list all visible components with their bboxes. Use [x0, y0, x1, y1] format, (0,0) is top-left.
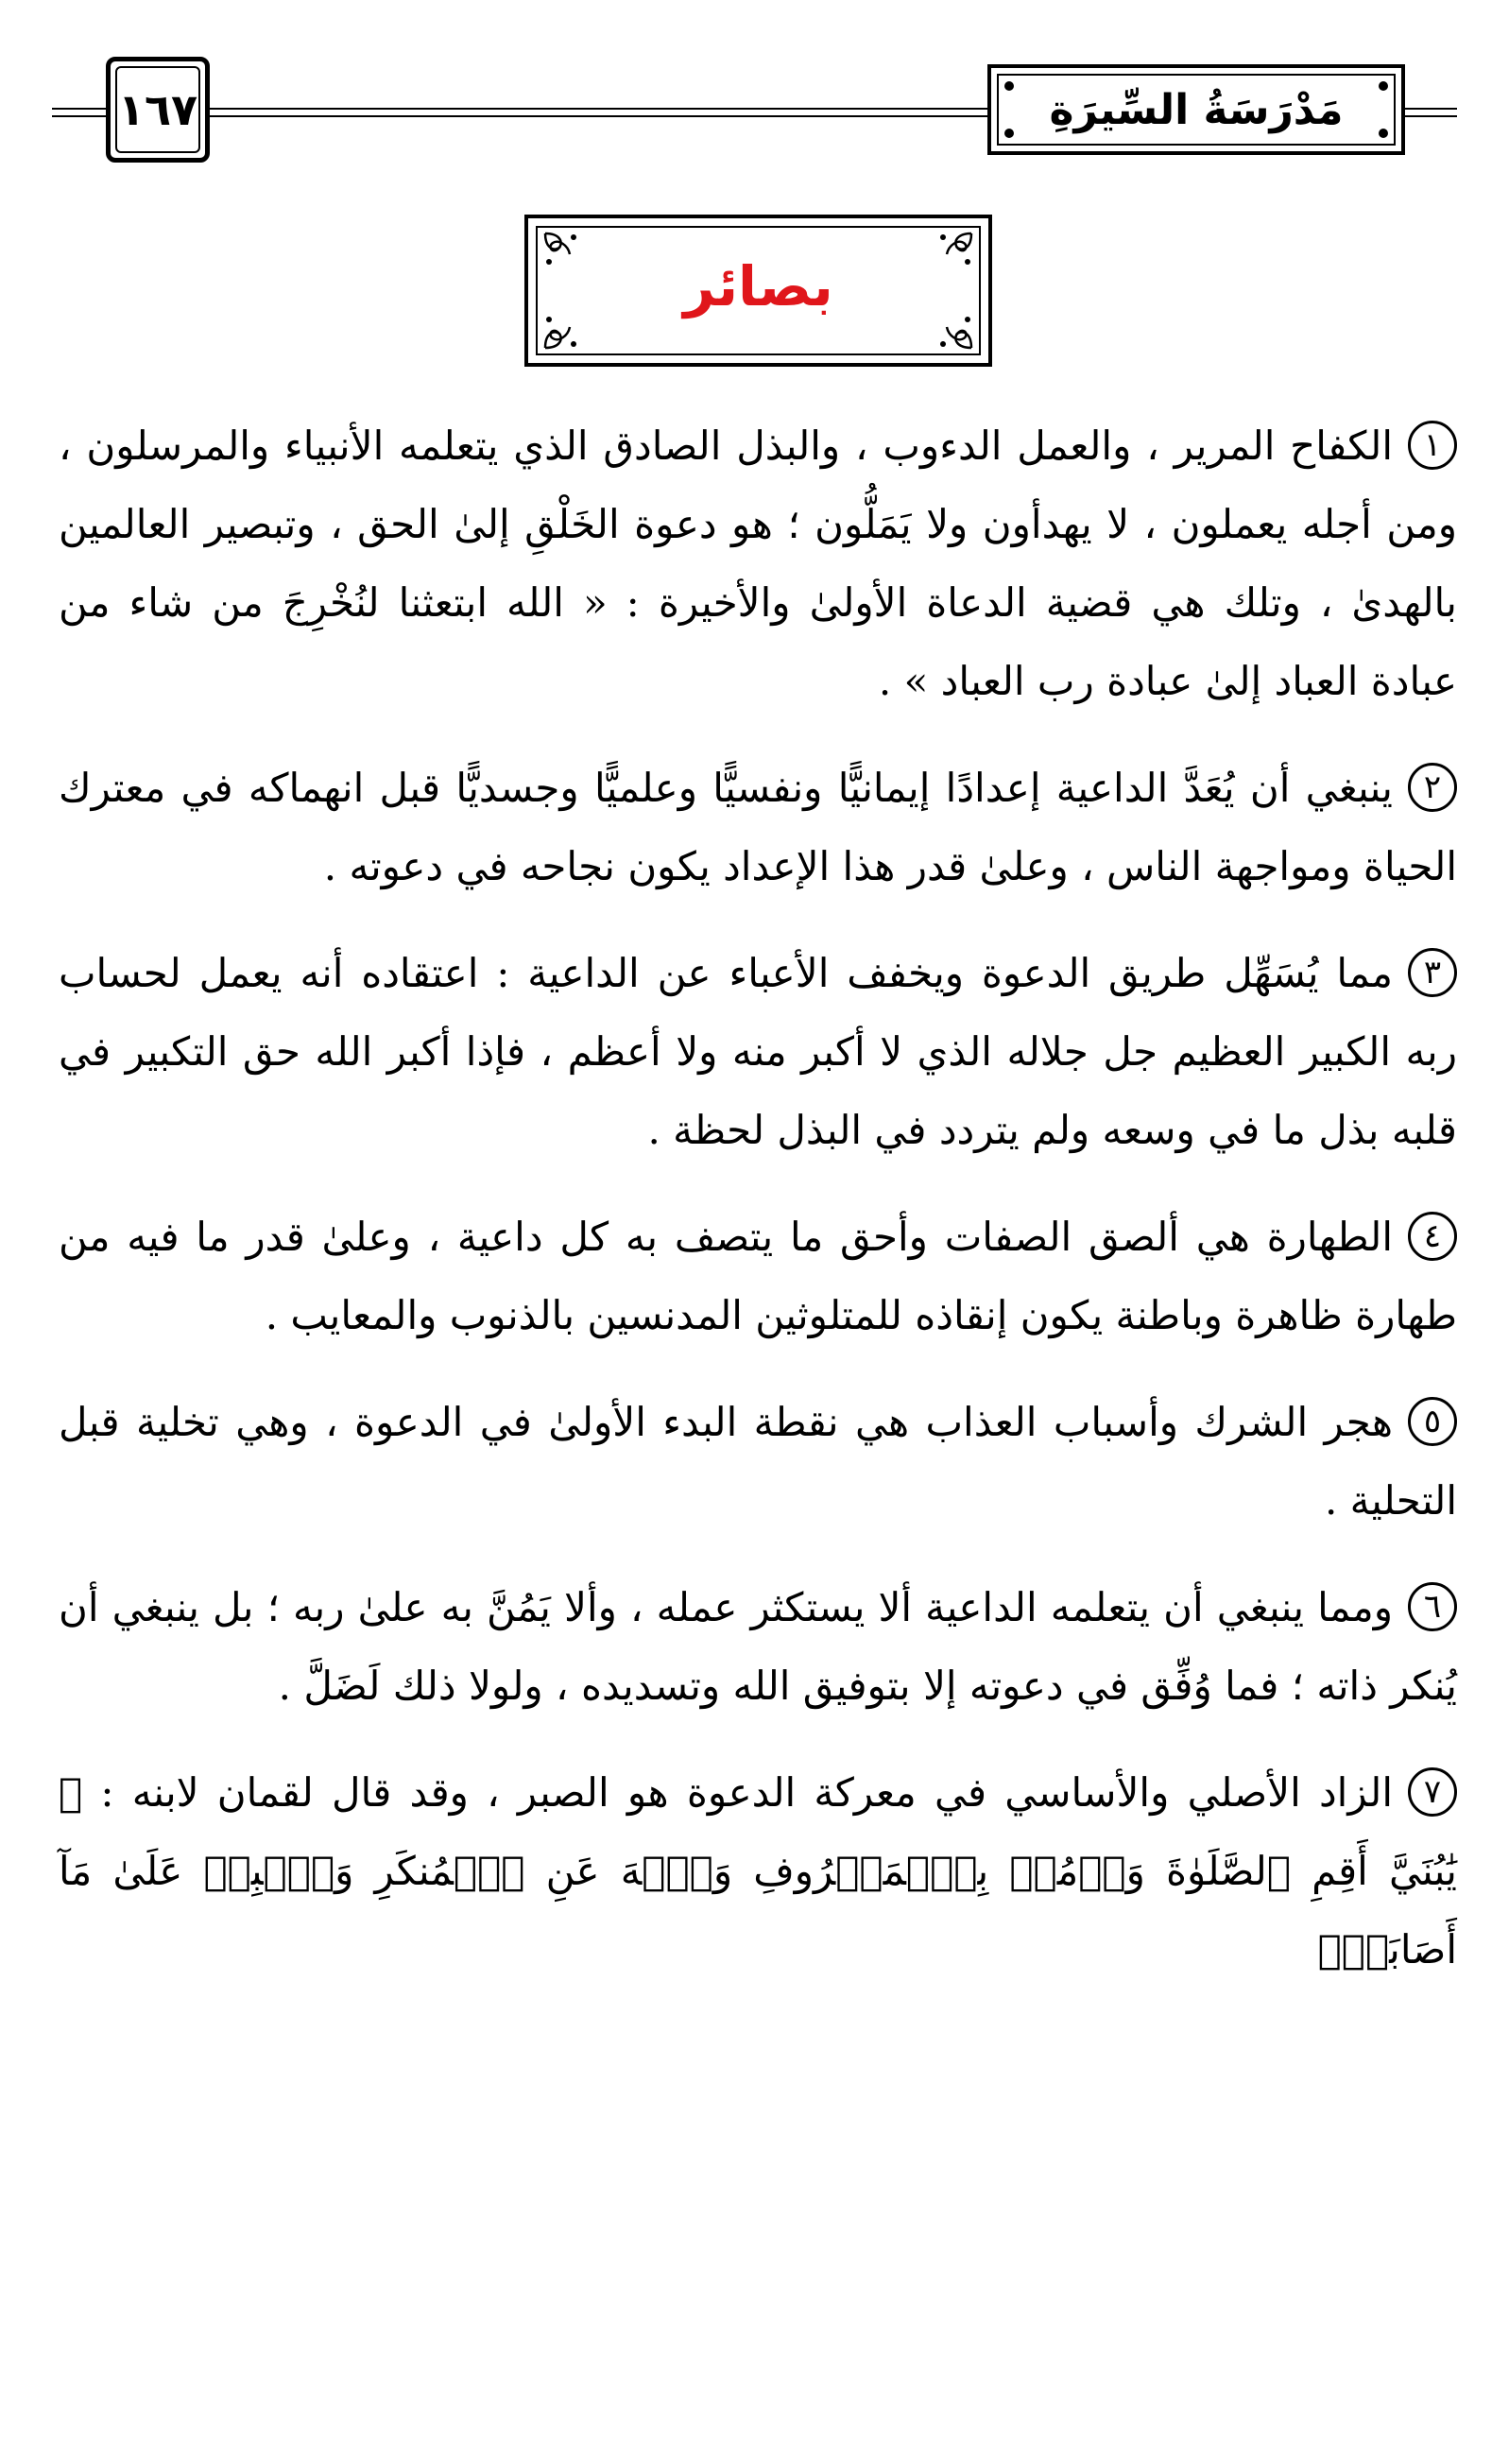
header-rule-right	[1405, 108, 1457, 110]
page-body	[59, 406, 1457, 2017]
item-number: ٧	[1408, 1767, 1457, 1817]
item-number: ٥	[1408, 1397, 1457, 1446]
item-text: الطهارة هي ألصق الصفات وأحق ما يتصف به كل داعية ، وعلىٰ قدر ما فيه من طهارة ظاهرة وباطنة يكون إنقاذه للمتلوثين المدنسين بالذنوب والمعايب .	[59, 1214, 1457, 1338]
list-item	[59, 1568, 1457, 1725]
banner-ornament-icon	[1379, 81, 1388, 91]
section-title-frame	[524, 215, 992, 367]
item-number: ٦	[1408, 1582, 1457, 1631]
item-number: ٤	[1408, 1212, 1457, 1261]
section-title: بصائر	[683, 254, 833, 319]
book-title-banner	[987, 64, 1405, 155]
book-title: مَدْرَسَةُ السِّيرَةِ	[1049, 85, 1344, 134]
item-number: ١	[1408, 421, 1457, 470]
header-rule-middle-2	[210, 115, 989, 117]
page-number-badge	[106, 57, 210, 163]
header-rule-left	[52, 108, 109, 110]
item-text: ومما ينبغي أن يتعلمه الداعية ألا يستكثر عمله ، وألا يَمُنَّ به علىٰ ربه ؛ بل ينبغي أن يُنكر ذاته ؛ فما وُفِّق في دعوته إلا بتوفيق الله وتسديده ، ولولا ذلك لَضَلَّ .	[59, 1584, 1457, 1709]
item-text: الزاد الأصلي والأساسي في معركة الدعوة هو الصبر ، وقد قال لقمان لابنه : ﴿ يَٰبُنَيَّ أَقِمِ ٱلصَّلَوٰةَ وَأۡمُرۡ بِٱلۡمَعۡرُوفِ وَٱنۡهَ عَنِ ٱلۡمُنكَرِ وَٱصۡبِرۡ عَلَىٰ مَآ أَصَابَكَۖ	[59, 1769, 1457, 1973]
item-text: الكفاح المرير ، والعمل الدءوب ، والبذل الصادق الذي يتعلمه الأنبياء والمرسلون ، ومن أجله يعملون ، لا يهدأون ولا يَمَلُّون ؛ هو دعوة الخَلْقِ إلىٰ الحق ، وتبصير العالمين بالهدىٰ ، وتلك هي قضية الدعاة الأولىٰ والأخيرة : « الله ابتعثنا لنُخْرِجَ من شاء من عبادة العباد إلىٰ عبادة رب العباد » .	[59, 422, 1457, 704]
list-item	[59, 934, 1457, 1169]
banner-ornament-icon	[1004, 81, 1014, 91]
header-rule-middle	[210, 108, 989, 110]
item-text: مما يُسَهِّل طريق الدعوة ويخفف الأعباء عن الداعية : اعتقاده أنه يعمل لحساب ربه الكبير العظيم جل جلاله الذي لا أكبر منه ولا أعظم ، فإذا أكبر الله حق التكبير في قلبه بذل ما في وسعه ولم يتردد في البذل لحظة .	[59, 950, 1457, 1153]
header-rule-left-2	[52, 115, 109, 117]
list-item	[59, 406, 1457, 720]
item-number: ٢	[1408, 763, 1457, 812]
banner-ornament-icon	[1004, 129, 1014, 138]
list-item	[59, 1753, 1457, 1989]
list-item	[59, 749, 1457, 905]
page-number: ١٦٧	[117, 84, 198, 135]
banner-ornament-icon	[1379, 129, 1388, 138]
list-item	[59, 1383, 1457, 1540]
item-text: ينبغي أن يُعَدَّ الداعية إعدادًا إيمانيًّا ونفسيًّا وعلميًّا وجسديًّا قبل انهماكه في معترك الحياة ومواجهة الناس ، وعلىٰ قدر هذا الإعداد يكون نجاحه في دعوته .	[59, 765, 1457, 889]
list-item	[59, 1198, 1457, 1354]
page-header	[0, 0, 1509, 170]
item-text: هجر الشرك وأسباب العذاب هي نقطة البدء الأولىٰ في الدعوة ، وهي تخلية قبل التحلية .	[59, 1399, 1457, 1524]
header-rule-right-2	[1405, 115, 1457, 117]
item-number: ٣	[1408, 948, 1457, 997]
